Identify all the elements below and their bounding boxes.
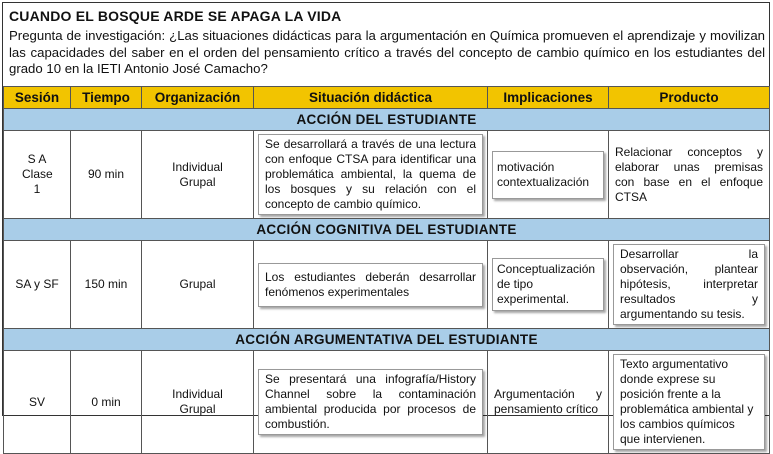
cell-implicaciones: Argumentación y pensamiento crítico [488, 351, 609, 454]
cell-tiempo: 90 min [71, 131, 142, 219]
header-producto: Producto [609, 87, 770, 109]
table-header-row [4, 87, 770, 109]
table-row [4, 241, 770, 329]
document-frame [2, 2, 770, 446]
cell-organizacion: Grupal [142, 241, 254, 329]
cell-tiempo: 0 min [71, 351, 142, 454]
section-title: ACCIÓN DEL ESTUDIANTE [4, 109, 770, 131]
cell-implicaciones: motivación contextualización [488, 131, 609, 219]
header-sesion: Sesión [4, 87, 71, 109]
cell-sesion: SA y SF [4, 241, 71, 329]
table-row [4, 351, 770, 454]
cell-situacion: Los estudiantes deberán desarrollar fenómenos experimentales [254, 241, 488, 329]
cell-situacion: Se desarrollará a través de una lectura con enfoque CTSA para identificar una problemática ambiental, la quema de los bosques y su relación con el concepto de cambio químico. [254, 131, 488, 219]
section-row [4, 329, 770, 351]
section-row [4, 109, 770, 131]
cell-organizacion: Individual Grupal [142, 131, 254, 219]
header-tiempo: Tiempo [71, 87, 142, 109]
cell-sesion: S A Clase 1 [4, 131, 71, 219]
cell-producto: Texto argumentativo donde exprese su posición frente a la problemática ambiental y los cambios químicos que intervienen. [609, 351, 770, 454]
section-row [4, 219, 770, 241]
header-situacion: Situación didáctica [254, 87, 488, 109]
cell-organizacion: Individual Grupal [142, 351, 254, 454]
didactic-table [3, 86, 770, 454]
cell-situacion: Se presentará una infografía/History Channel sobre la contaminación ambiental producida por procesos de combustión. [254, 351, 488, 454]
section-title: ACCIÓN COGNITIVA DEL ESTUDIANTE [4, 219, 770, 241]
cell-producto: Relacionar conceptos y elaborar unas premisas con base en el enfoque CTSA [609, 131, 770, 219]
header-organizacion: Organización [142, 87, 254, 109]
cell-tiempo: 150 min [71, 241, 142, 329]
cell-producto: Desarrollar la observación, plantear hipótesis, interpretar resultados y argumentando su tesis. [609, 241, 770, 329]
cell-sesion: SV [4, 351, 71, 454]
section-title: ACCIÓN ARGUMENTATIVA DEL ESTUDIANTE [4, 329, 770, 351]
cell-implicaciones: Conceptualización de tipo experimental. [488, 241, 609, 329]
table-row [4, 131, 770, 219]
document-title: CUANDO EL BOSQUE ARDE SE APAGA LA VIDA [9, 8, 342, 24]
research-question: Pregunta de investigación: ¿Las situaciones didácticas para la argumentación en Química promueven el aprendizaje y movilizan las capacidades del saber en el orden del pensamiento crítico a través del concepto de cambio químico en los estudiantes del grado 10 en la IETI Antonio José Camacho? [9, 28, 765, 76]
header-implicaciones: Implicaciones [488, 87, 609, 109]
